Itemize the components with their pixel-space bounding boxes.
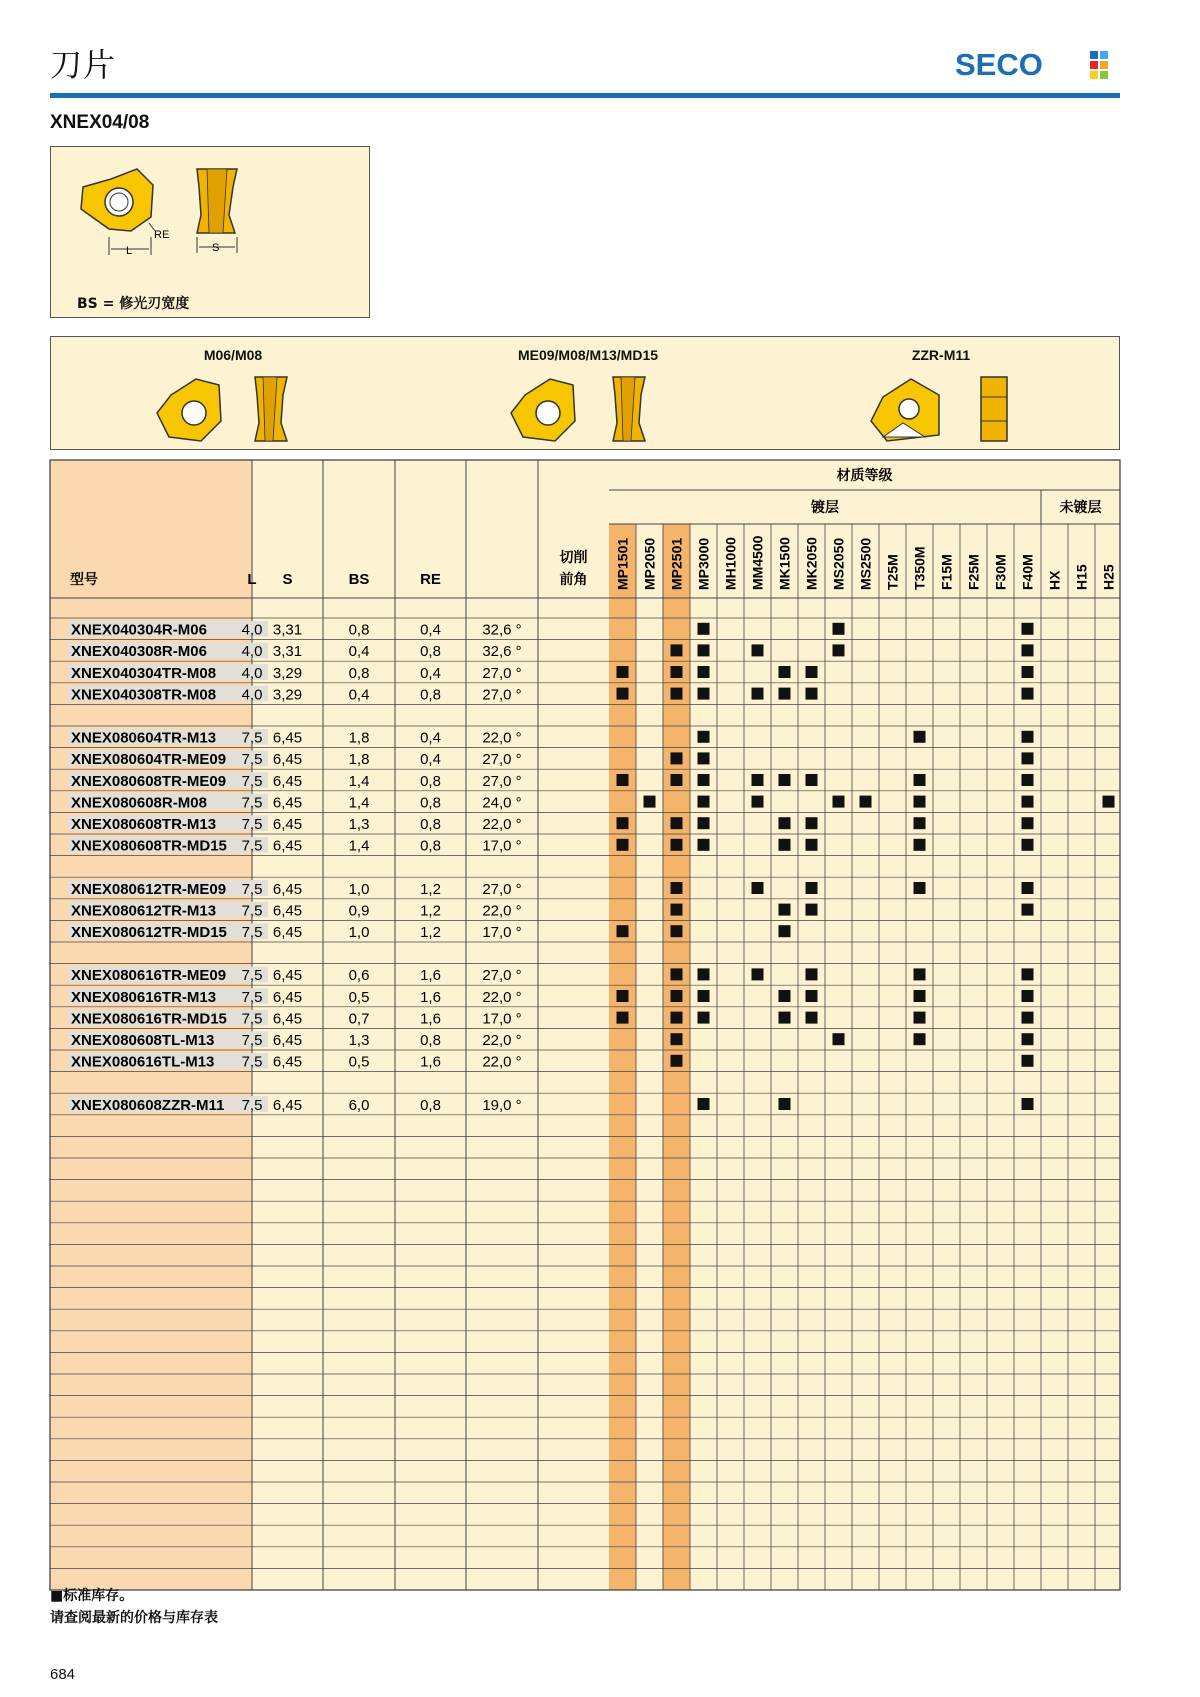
angle-value: 27,0 ° [482,967,522,985]
stock-mark [617,817,629,829]
model-name: XNEX040304R-M06 [71,621,207,639]
stock-mark [779,1098,791,1110]
dim-value: 7,5 [241,924,263,941]
stock-mark [617,1012,629,1024]
dim-value: 3,29 [272,686,303,704]
brand-text: SECO [955,47,1043,81]
stock-mark [1022,990,1034,1002]
stock-mark [779,688,791,700]
dim-value: 1,0 [348,924,370,941]
dim-value: 0,7 [348,1010,370,1028]
dim-value: 7,5 [241,772,263,790]
angle-value: 17,0 ° [482,924,522,941]
stock-mark [1022,1012,1034,1024]
stock-mark [617,666,629,678]
label-l: L [126,245,133,257]
stock-mark [671,839,683,851]
dim-value: 0,4 [348,686,370,704]
stock-mark [914,731,926,743]
stock-mark [671,666,683,678]
dim-value: 0,4 [420,729,441,747]
chipbreaker-label: ME09/M08/M13/MD15 [517,347,659,363]
stock-mark [1022,968,1034,980]
chipbreaker-label: M06/M08 [203,347,263,363]
dim-value: 0,4 [420,621,441,639]
stock-mark [671,1012,683,1024]
stock-mark [698,731,710,743]
dim-value: 1,8 [348,729,370,747]
dim-value: 7,5 [241,1053,263,1071]
stock-mark [914,817,926,829]
stock-mark [698,839,710,851]
dim-value: 0,4 [420,664,441,682]
dim-value: 1,0 [348,880,370,898]
dim-value: 6,45 [272,1010,303,1028]
stock-mark [617,688,629,700]
stock-mark [698,644,710,656]
grade-label: MH1000 [722,537,739,590]
dim-value: 0,6 [348,967,370,985]
dim-value: 0,8 [420,1096,441,1114]
stock-mark [914,882,926,894]
stock-mark [752,796,764,808]
dim-value: 7,5 [241,967,263,985]
stock-mark [1103,796,1115,808]
grade-label: MP2050 [641,537,658,590]
angle-value: 22,0 ° [482,816,522,833]
dim-value: 0,4 [348,643,370,661]
stock-mark [806,817,818,829]
stock-mark [671,1055,683,1067]
stock-mark [1022,1033,1034,1045]
dim-value: 7,5 [241,880,263,898]
dim-value: 7,5 [241,837,263,855]
stock-mark [1022,817,1034,829]
angle-value: 27,0 ° [482,686,522,704]
dim-value: 1,6 [420,988,441,1006]
bs-note: BS = 修光刃宽度 [77,296,190,312]
dim-value: 1,8 [348,751,370,769]
dim-value: 1,6 [420,1010,441,1028]
stock-mark [644,796,656,808]
stock-mark [617,774,629,786]
stock-mark [671,882,683,894]
dim-value: 0,8 [348,664,370,682]
stock-mark [698,990,710,1002]
stock-mark [833,796,845,808]
dim-value: 6,45 [272,729,303,747]
dim-value: 6,45 [272,751,303,769]
stock-mark [671,817,683,829]
model-name: XNEX080608TR-MD15 [71,837,227,855]
stock-mark [1022,731,1034,743]
angle-value: 17,0 ° [482,837,522,855]
grade-label: MP3000 [695,537,712,590]
stock-mark [671,774,683,786]
dim-value: 3,29 [272,664,303,682]
grade-label: MK1500 [776,537,793,590]
dim-value: 1,3 [348,816,370,833]
model-name: XNEX080616TR-M13 [71,988,217,1006]
angle-value: 22,0 ° [482,1053,522,1071]
stock-mark [698,1098,710,1110]
stock-mark [914,839,926,851]
stock-mark [914,990,926,1002]
dim-value: 0,8 [420,816,441,833]
dim-value: 6,0 [348,1096,370,1114]
stock-mark [806,990,818,1002]
stock-mark [779,990,791,1002]
grade-label: T350M [911,546,928,590]
angle-value: 27,0 ° [482,664,522,682]
dim-value: 1,6 [420,967,441,985]
dim-header: S [282,571,293,588]
chipbreaker-label: ZZR-M11 [911,347,971,363]
dim-value: 0,5 [348,988,370,1006]
dim-value: 7,5 [241,751,263,769]
stock-mark [671,904,683,916]
grade-label: F30M [992,554,1009,590]
dim-header: BS [348,571,370,588]
angle-value: 27,0 ° [482,751,522,769]
dim-value: 1,2 [420,924,441,941]
dim-value: 6,45 [272,837,303,855]
stock-mark [698,817,710,829]
dim-value: 6,45 [272,1053,303,1071]
dim-value: 0,5 [348,1053,370,1071]
model-name: XNEX080612TR-M13 [71,902,217,920]
dim-value: 6,45 [272,880,303,898]
stock-mark [698,752,710,764]
dim-value: 7,5 [241,1096,263,1114]
dim-value: 1,2 [420,902,441,920]
stock-mark [1022,666,1034,678]
stock-mark [1022,774,1034,786]
dim-value: 6,45 [272,816,303,833]
stock-mark [698,666,710,678]
grade-label: MS2500 [857,537,874,590]
dim-value: 0,4 [420,751,441,769]
stock-mark [1022,1098,1034,1110]
angle-value: 32,6 ° [482,643,522,661]
dim-value: 1,3 [348,1032,370,1049]
stock-mark [914,774,926,786]
dim-value: 0,8 [348,621,370,639]
stock-mark [806,666,818,678]
dim-value: 6,45 [272,772,303,790]
stock-mark [806,688,818,700]
dim-value: 6,45 [272,988,303,1006]
dim-value: 6,45 [272,1032,303,1049]
stock-mark [671,688,683,700]
stock-mark [1022,1055,1034,1067]
dim-value: 1,6 [420,1053,441,1071]
grade-label: HX [1046,570,1063,590]
dim-header: RE [420,571,441,588]
dim-value: 7,5 [241,902,263,920]
model-name: XNEX080608R-M08 [71,794,207,812]
uncoated-header: 未镀层 [1059,500,1102,516]
dim-value: 3,31 [272,621,303,639]
model-header: 型号 [70,572,98,588]
stock-mark [806,1012,818,1024]
grade-label: F40M [1019,554,1036,590]
label-re: RE [154,229,170,241]
grade-label: T25M [884,554,901,590]
stock-mark [806,839,818,851]
stock-mark [752,882,764,894]
price-note: 请查阅最新的价格与库存表 [50,1610,218,1626]
model-name: XNEX080608TR-M13 [71,816,217,833]
stock-mark [779,1012,791,1024]
dim-value: 7,5 [241,1010,263,1028]
grade-label: MP2501 [668,537,685,590]
dim-value: 0,8 [420,794,441,812]
page-title: 刀片 [50,46,117,84]
stock-mark [914,1012,926,1024]
stock-mark [1022,623,1034,635]
stock-mark [914,796,926,808]
label-s: S [212,242,220,254]
angle-value: 32,6 ° [482,621,522,639]
stock-mark [1022,644,1034,656]
stock-mark [752,644,764,656]
angle-value: 22,0 ° [482,988,522,1006]
angle-value: 27,0 ° [482,772,522,790]
stock-legend: ■标准库存。 [50,1588,134,1604]
stock-mark [671,1033,683,1045]
stock-mark [698,968,710,980]
coated-header: 镀层 [811,500,839,516]
grade-label: F15M [938,554,955,590]
dim-header: L [247,571,257,588]
stock-mark [806,904,818,916]
stock-mark [779,817,791,829]
grade-label: MS2050 [830,537,847,590]
dim-value: 4,0 [241,686,263,704]
model-name: XNEX080604TR-M13 [71,729,217,747]
dim-value: 1,4 [348,794,370,812]
dim-value: 7,5 [241,794,263,812]
angle-header: 前角 [559,572,588,588]
dim-value: 1,4 [348,772,370,790]
model-name: XNEX080612TR-ME09 [71,880,227,898]
stock-mark [914,1033,926,1045]
model-name: XNEX080616TR-ME09 [71,967,227,985]
stock-mark [617,990,629,1002]
angle-value: 24,0 ° [482,794,522,812]
dim-value: 7,5 [241,988,263,1006]
dim-value: 4,0 [241,643,263,661]
angle-value: 22,0 ° [482,729,522,747]
dim-value: 6,45 [272,1096,303,1114]
dim-value: 3,31 [272,643,303,661]
grades-header: 材质等级 [836,468,893,484]
grade-label: MM4500 [749,535,766,590]
stock-mark [1022,882,1034,894]
stock-mark [1022,839,1034,851]
dim-value: 4,0 [241,621,263,639]
angle-value: 22,0 ° [482,902,522,920]
stock-mark [1022,904,1034,916]
stock-mark [671,752,683,764]
angle-value: 17,0 ° [482,1010,522,1028]
stock-mark [752,774,764,786]
model-name: XNEX080616TR-MD15 [71,1010,227,1028]
grade-label: H15 [1073,564,1090,590]
page-number: 684 [50,1666,76,1683]
dim-value: 6,45 [272,902,303,920]
dim-value: 1,2 [420,880,441,898]
stock-mark [617,839,629,851]
stock-mark [833,623,845,635]
stock-mark [833,644,845,656]
stock-mark [752,968,764,980]
angle-value: 27,0 ° [482,880,522,898]
stock-mark [698,623,710,635]
stock-mark [860,796,872,808]
stock-mark [698,1012,710,1024]
model-name: XNEX080612TR-MD15 [71,924,227,941]
angle-value: 19,0 ° [482,1096,522,1114]
model-name: XNEX080608TR-ME09 [71,772,227,790]
stock-mark [779,666,791,678]
stock-mark [617,925,629,937]
stock-mark [671,925,683,937]
grade-label: H25 [1100,564,1117,590]
product-subtitle: XNEX04/08 [50,112,150,133]
dim-value: 0,8 [420,772,441,790]
dim-value: 7,5 [241,729,263,747]
model-name: XNEX040308TR-M08 [71,686,217,704]
grade-label: F25M [965,554,982,590]
stock-mark [698,796,710,808]
dim-value: 6,45 [272,924,303,941]
dim-value: 7,5 [241,1032,263,1049]
dim-value: 6,45 [272,967,303,985]
dim-value: 0,8 [420,643,441,661]
model-name: XNEX040304TR-M08 [71,664,217,682]
model-name: XNEX080608TL-M13 [71,1032,215,1049]
dim-value: 0,9 [348,902,370,920]
stock-mark [779,925,791,937]
angle-header: 切削 [559,550,588,566]
stock-mark [833,1033,845,1045]
stock-mark [698,774,710,786]
stock-mark [752,688,764,700]
highlight-column [609,524,636,1590]
stock-mark [779,839,791,851]
stock-mark [698,688,710,700]
stock-mark [671,990,683,1002]
model-name: XNEX080608ZZR-M11 [71,1096,225,1114]
dim-value: 0,8 [420,837,441,855]
dim-value: 0,8 [420,1032,441,1049]
stock-mark [779,774,791,786]
stock-mark [914,968,926,980]
grade-label: MP1501 [614,537,631,590]
dim-value: 6,45 [272,794,303,812]
angle-value: 22,0 ° [482,1032,522,1049]
stock-mark [806,968,818,980]
stock-mark [671,644,683,656]
stock-mark [1022,688,1034,700]
dim-value: 7,5 [241,816,263,833]
dim-value: 1,4 [348,837,370,855]
dim-value: 0,8 [420,686,441,704]
dim-value: 4,0 [241,664,263,682]
model-name: XNEX080616TL-M13 [71,1053,215,1071]
model-name: XNEX080604TR-ME09 [71,751,227,769]
stock-mark [779,904,791,916]
model-name: XNEX040308R-M06 [71,643,207,661]
grade-label: MK2050 [803,537,820,590]
stock-mark [806,882,818,894]
stock-mark [1022,752,1034,764]
stock-mark [806,774,818,786]
stock-mark [671,968,683,980]
stock-mark [1022,796,1034,808]
